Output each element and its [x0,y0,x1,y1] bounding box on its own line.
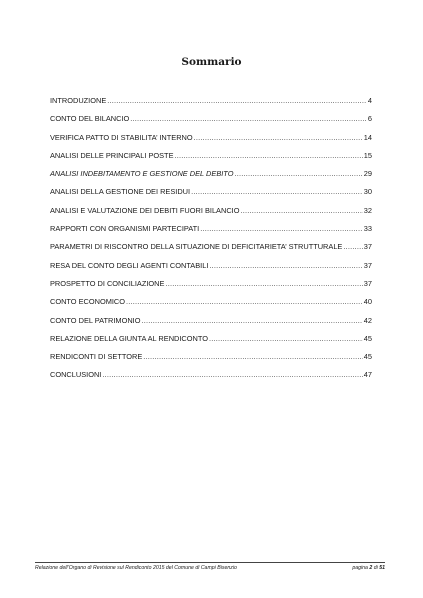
toc-entry-label[interactable]: CONTO DEL PATRIMONIO [50,315,141,325]
toc-dot-leader [343,242,362,252]
toc-entry-page[interactable]: 47 [363,370,372,380]
footer-page-current: 2 [369,565,373,571]
toc-entry-page[interactable]: 45 [363,333,372,343]
toc-entry-label[interactable]: PARAMETRI DI RISCONTRO DELLA SITUAZIONE DI DEFICITARIETA’ STRUTTURALE [50,242,343,252]
footer-page-sep: di [373,565,378,571]
toc-entry-introduzione[interactable] [50,96,372,114]
toc-dot-leader [102,370,362,380]
toc-entry-organismi-partecipati[interactable] [50,224,372,242]
toc-entry-page[interactable]: 42 [363,315,372,325]
toc-entry-label[interactable]: CONCLUSIONI [50,370,102,380]
toc-entry-agenti-contabili[interactable] [50,261,372,279]
toc-entry-label[interactable]: VERIFICA PATTO DI STABILITA’ INTERNO [50,132,193,142]
toc-entry-label[interactable]: ANALISI E VALUTAZIONE DEI DEBITI FUORI BILANCIO [50,205,240,215]
toc-dot-leader [209,334,363,344]
toc-entry-label[interactable]: CONTO ECONOMICO [50,297,126,307]
toc-dot-leader [141,316,362,326]
toc-entry-label[interactable]: RESA DEL CONTO DEGLI AGENTI CONTABILI [50,260,209,270]
page-title: Sommario [181,56,242,68]
toc-entry-page[interactable]: 37 [363,242,372,252]
toc-entry-verifica-patto[interactable] [50,133,372,151]
toc-entry-page[interactable]: 40 [363,297,372,307]
footer-document-title: Relazione dell’Organo di Revisione sul Rendiconto 2015 del Comune di Campi Bisenzio [35,565,237,571]
toc-dot-leader [107,96,367,106]
toc-entry-parametri-deficitarieta[interactable] [50,242,372,260]
toc-entry-label[interactable]: RAPPORTI CON ORGANISMI PARTECIPATI [50,224,200,234]
footer-divider [35,562,385,563]
toc-entry-label[interactable]: RELAZIONE DELLA GIUNTA AL RENDICONTO [50,333,208,343]
toc-entry-conto-economico[interactable] [50,297,372,315]
toc-entry-label[interactable]: INTRODUZIONE [50,96,107,105]
toc-entry-label[interactable]: PROSPETTO DI CONCILIAZIONE [50,278,165,288]
footer-page-total: 51 [379,565,385,571]
toc-entry-page[interactable]: 4 [367,96,372,105]
toc-entry-label[interactable]: CONTO DEL BILANCIO [50,114,130,124]
toc-dot-leader [165,279,362,289]
toc-dot-leader [200,224,363,234]
toc-entry-label[interactable]: RENDICONTI DI SETTORE [50,352,143,362]
toc-dot-leader [130,114,367,124]
toc-entry-label[interactable]: ANALISI DELLE PRINCIPALI POSTE [50,150,174,160]
toc-dot-leader [126,297,363,307]
toc-entry-prospetto-conciliazione[interactable] [50,279,372,297]
toc-entry-gestione-residui[interactable] [50,187,372,205]
toc-entry-page[interactable]: 37 [363,278,372,288]
toc-dot-leader [175,151,363,161]
footer-page-number [352,564,385,572]
toc-entry-page[interactable]: 32 [363,205,372,215]
toc-entry-page[interactable]: 29 [363,169,372,179]
toc-entry-page[interactable]: 6 [367,114,372,124]
table-of-contents [50,96,372,389]
toc-entry-page[interactable]: 37 [363,260,372,270]
toc-entry-page[interactable]: 45 [363,352,372,362]
toc-entry-label[interactable]: ANALISI INDEBITAMENTO E GESTIONE DEL DEBITO [50,169,234,179]
toc-dot-leader [143,352,363,362]
toc-entry-page[interactable]: 15 [363,150,372,160]
toc-dot-leader [240,206,362,216]
toc-entry-conto-patrimonio[interactable] [50,316,372,334]
toc-entry-relazione-giunta[interactable] [50,334,372,352]
toc-dot-leader [194,133,363,143]
toc-dot-leader [209,261,362,271]
toc-dot-leader [234,169,362,179]
toc-entry-label[interactable]: ANALISI DELLA GESTIONE DEI RESIDUI [50,187,191,197]
toc-entry-debiti-fuori-bilancio[interactable] [50,206,372,224]
footer-page-prefix: pagina [352,565,368,571]
toc-entry-page[interactable]: 33 [363,224,372,234]
toc-entry-page[interactable]: 14 [363,132,372,142]
toc-entry-analisi-indebitamento[interactable] [50,169,372,187]
toc-entry-rendiconti-settore[interactable] [50,352,372,370]
toc-entry-analisi-principali-poste[interactable] [50,151,372,169]
toc-entry-conclusioni[interactable] [50,370,372,388]
toc-dot-leader [191,187,363,197]
toc-entry-conto-del-bilancio[interactable] [50,114,372,132]
toc-entry-page[interactable]: 30 [363,187,372,197]
